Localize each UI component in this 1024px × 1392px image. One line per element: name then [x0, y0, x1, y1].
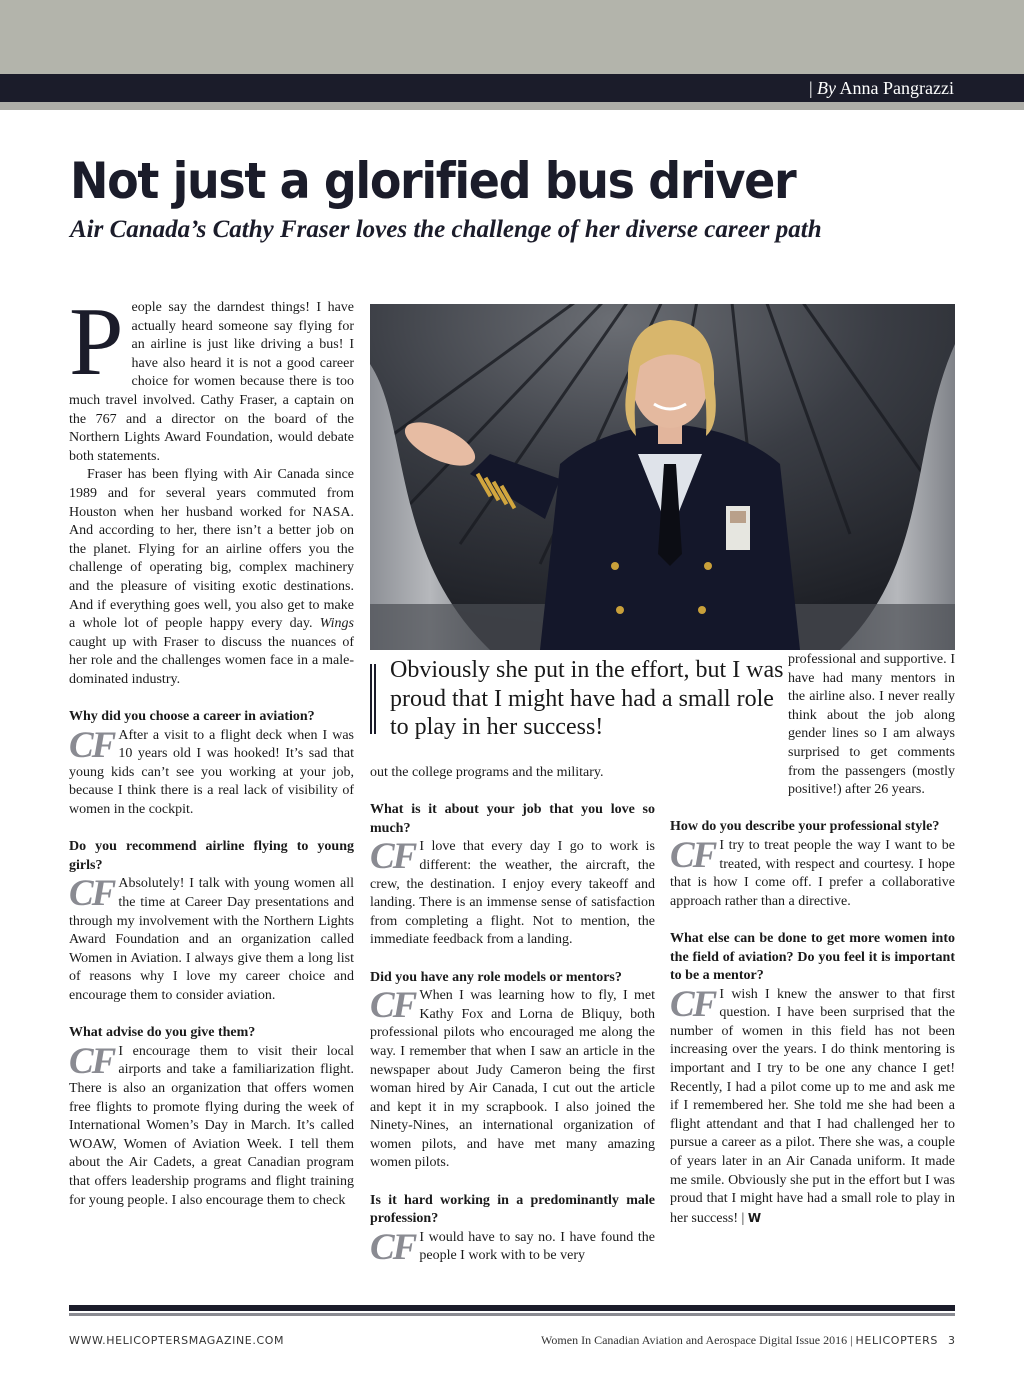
question-7: How do you describe your professional style? [670, 819, 940, 835]
cf-initials-icon: CF [370, 985, 416, 1027]
cf-initials-icon: CF [670, 834, 716, 876]
answer-8 [670, 983, 955, 1229]
pilot-engine-illustration [370, 304, 955, 650]
question-5: Did you have any role models or mentors? [370, 969, 622, 985]
answer-5 [370, 987, 655, 1173]
question-3: What advise do you give them? [69, 1025, 256, 1041]
continued-text-col3: professional and supportive. I have had many mentors in the airline also. I never really think about the job along gender lines so I am always surprised to get comments from the passengers (mostly positive!) after 26 years. [788, 652, 955, 798]
cf-initials-icon: CF [69, 873, 115, 915]
footer-website: WWW.HELICOPTERSMAGAZINE.COM [69, 1334, 285, 1347]
end-mark: W [747, 1210, 762, 1225]
footer-magazine: HELICOPTERS [855, 1334, 938, 1347]
intro-text-2b: caught up with Fraser to discuss the nuances of her role and the challenges women face in a male-dominated industry. [69, 634, 354, 687]
cf-initials-icon: CF [370, 1226, 416, 1268]
article-subtitle: Air Canada’s Cathy Fraser loves the challenge of her diverse career path [70, 216, 822, 243]
wings-title: Wings [319, 616, 354, 632]
answer-1-text: After a visit to a flight deck when I was 10 years old I was hooked! It’s sad that young kids can’t see you working at your job, because I think there is a real lack of visibility of women in the cockpit. [69, 727, 354, 818]
answer-2 [69, 875, 354, 1005]
answer-6-text: I would have to say no. I have found the people I work with to be very [419, 1229, 655, 1264]
byline-author: Anna Pangrazzi [836, 78, 954, 98]
cf-initials-icon: CF [370, 836, 416, 878]
answer-7-text: I try to treat people the way I want to be treated, with respect and courtesy. I hope that is how I come off. I prefer a collaborative approach rather than a directive. [670, 837, 955, 909]
cf-initials-icon: CF [670, 983, 716, 1025]
footer-rule [69, 1305, 955, 1311]
question-8: What else can be done to get more women into the field of aviation? Do you feel it is important to be a mentor? [670, 930, 955, 984]
intro-paragraph-2 [69, 466, 354, 689]
footer-issue-info [541, 1333, 955, 1348]
intro-text-2a: Fraser has been flying with Air Canada since 1989 and for several years commuted from Houston when her husband worked for NASA. And according to her, there isn’t a better job on the planet. Flying for an airline offers you the challenge of operating big, complex machinery and the pleasure of visiting exotic destinations. And if everything goes well, you also get to make a whole lot of people happy every day. [69, 467, 354, 632]
answer-8-text: I wish I knew the answer to that first question. I have been surprised that the number of women in this field has not been increasing over the years. I do think mentoring is important and I try to be one any chance I get! Recently, I had a pilot come up to me and ask me if I remembered her. She told me she had been a flight attendant and that I had challenged her to pursue a career as a pilot. There she was, a couple of years later in an Air Canada uniform. It made me smile. Obviously she put in the effort but I was proud that I might have had a small role to play in her success! | [670, 986, 955, 1226]
pilot-photo [370, 304, 955, 650]
pull-quote-bar [370, 664, 376, 734]
byline-rule [0, 102, 1024, 110]
answer-4 [370, 838, 655, 950]
byline-by: By [817, 78, 837, 98]
drop-cap: P [69, 288, 124, 396]
question-1: Why did you choose a career in aviation? [69, 709, 315, 725]
answer-7 [670, 834, 955, 911]
page-number: 3 [948, 1334, 955, 1347]
continued-text-col2: out the college programs and the military. [370, 765, 604, 780]
answer-2-text: Absolutely! I talk with young women all the time at Career Day presentations and through my involvement with the Northern Lights Award Foundation and an organization called Women in Aviation. I always give them a long list of reasons why I love my career choice and encourage them to consider aviation. [69, 876, 354, 1003]
answer-4-text: I love that every day I go to work is different: the weather, the aircraft, the crew, the destination. I enjoy every takeoff and landing. There is an immense sense of satisfaction from completing a flight. Not to mention, the immediate feedback from a landing. [370, 839, 655, 948]
question-2: Do you recommend airline flying to young girls? [69, 839, 354, 873]
cf-initials-icon: CF [69, 1040, 115, 1082]
intro-text-1: eople say the darndest things! I have actually heard someone say flying for an airline is just like driving a bus! I have also heard it is not a good career choice for women because there is too much travel involved. Cathy Fraser, a captain on the 767 and a director on the board of the Northern Lights Award Foundation, would debate both statements. [69, 300, 354, 464]
column-1 [69, 288, 354, 1210]
answer-1 [69, 724, 354, 820]
question-6: Is it hard working in a predominantly male profession? [370, 1192, 655, 1227]
answer-3-text: I encourage them to visit their local airports and take a familiarization flight. There is also an organization that offers women free flights to promote flying during the week of International Women’s Day in March. It’s called WOAW, Women of Aviation Week. I tell them about the Air Cadets, a great Canadian program that offers leadership programs and flight training for young people. I also encourage them to check [69, 1043, 354, 1208]
answer-5-text: When I was learning how to fly, I met Kathy Fox and Lorna de Bliquy, both professional pilots who encouraged me along the way. I remember that when I saw an article in the newspaper about Judy Cameron being the first woman hired by Air Canada, I cut out the article and kept it in my scrapbook. I also joined the Ninety-Nines, an international organization of women pilots, and have met many amazing women pilots. [370, 988, 655, 1171]
answer-6 [370, 1226, 655, 1268]
byline-prefix: | [808, 78, 818, 98]
question-4: What is it about your job that you love so much? [370, 802, 655, 836]
article-title: Not just a glorified bus driver [70, 152, 796, 210]
cf-initials-icon: CF [69, 724, 115, 766]
pull-quote-text: Obviously she put in the effort, but I was proud that I might have had a small role to play in her success! [390, 657, 784, 740]
intro-paragraph-1 [69, 288, 354, 466]
answer-3 [69, 1040, 354, 1210]
footer-issue: Women In Canadian Aviation and Aerospace Digital Issue 2016 | [541, 1333, 856, 1347]
column-3 [670, 651, 955, 1228]
top-band [0, 0, 1024, 74]
column-2 [370, 764, 655, 1266]
footer-rule-thin [69, 1313, 955, 1316]
byline [809, 77, 954, 99]
